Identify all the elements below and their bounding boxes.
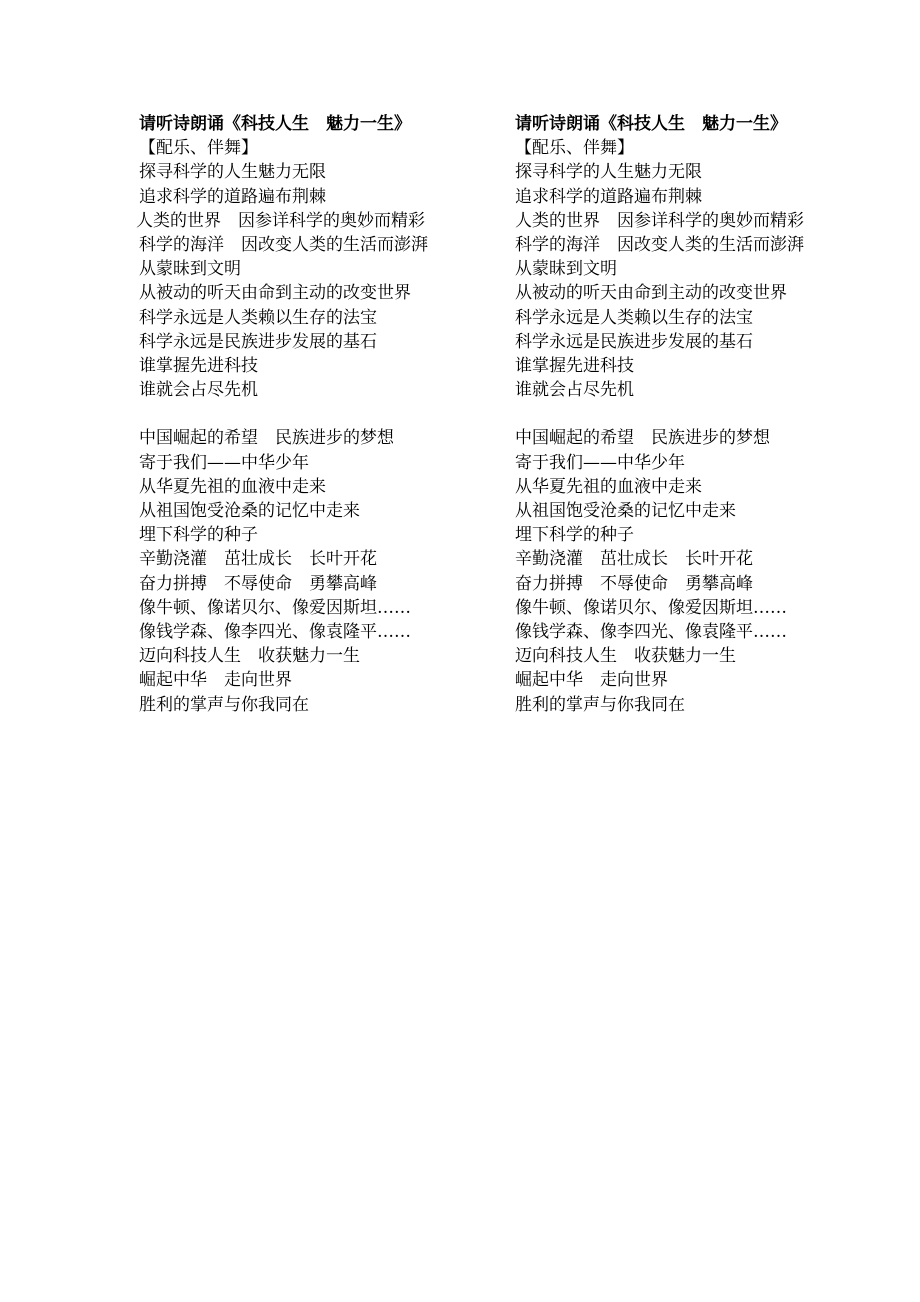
poem-line: 中国崛起的希望 民族进步的梦想 — [515, 428, 770, 449]
poem-column-right — [515, 112, 875, 717]
poem-line: 追求科学的道路遍布荆棘 — [515, 186, 702, 207]
poem-line: 崛起中华 走向世界 — [515, 670, 668, 691]
poem-line: 谁掌握先进科技 — [515, 355, 634, 376]
poem-line: 崛起中华 走向世界 — [139, 670, 292, 691]
poem-line: 辛勤浇灌 茁壮成长 长叶开花 — [139, 549, 377, 570]
poem-line: 迈向科技人生 收获魅力一生 — [139, 646, 360, 667]
poem-line: 辛勤浇灌 茁壮成长 长叶开花 — [515, 549, 753, 570]
poem-line: 从华夏先祖的血液中走来 — [515, 476, 702, 497]
poem-title: 请听诗朗诵《科技人生 魅力一生》 — [515, 114, 787, 134]
poem-line: 从蒙昧到文明 — [515, 259, 617, 280]
poem-line: 从被动的听天由命到主动的改变世界 — [515, 283, 787, 304]
poem-line: 科学永远是民族进步发展的基石 — [515, 331, 753, 352]
poem-line: 像钱学森、像李四光、像袁隆平…… — [139, 621, 411, 642]
poem-line: 谁就会占尽先机 — [139, 380, 258, 401]
poem-line: 从蒙昧到文明 — [139, 259, 241, 280]
poem-line: 像牛顿、像诺贝尔、像爱因斯坦…… — [139, 597, 411, 618]
stanza-break — [515, 402, 875, 426]
poem-line: 探寻科学的人生魅力无限 — [515, 162, 702, 183]
poem-line: 科学的海洋 因改变人类的生活而澎湃 — [139, 234, 428, 255]
poem-line: 埋下科学的种子 — [139, 525, 258, 546]
poem-line: 埋下科学的种子 — [515, 525, 634, 546]
poem-line: 科学永远是人类赖以生存的法宝 — [139, 307, 377, 328]
poem-line: 胜利的掌声与你我同在 — [139, 694, 309, 715]
poem-line: 科学永远是民族进步发展的基石 — [139, 331, 377, 352]
poem-line: 从被动的听天由命到主动的改变世界 — [139, 283, 411, 304]
poem-line: 从华夏先祖的血液中走来 — [139, 476, 326, 497]
poem-line: 寄于我们——中华少年 — [515, 452, 685, 473]
poem-line: 人类的世界 因参详科学的奥妙而精彩 — [136, 210, 425, 231]
poem-line: 寄于我们——中华少年 — [139, 452, 309, 473]
poem-line: 从祖国饱受沧桑的记忆中走来 — [139, 501, 360, 521]
poem-note: 【配乐、伴舞】 — [515, 138, 634, 159]
stanza-break — [139, 402, 499, 426]
poem-line: 追求科学的道路遍布荆棘 — [139, 186, 326, 207]
poem-line: 中国崛起的希望 民族进步的梦想 — [139, 428, 394, 449]
poem-line: 像牛顿、像诺贝尔、像爱因斯坦…… — [515, 597, 787, 618]
poem-line: 奋力拼搏 不辱使命 勇攀高峰 — [139, 573, 377, 594]
poem-line: 胜利的掌声与你我同在 — [515, 694, 685, 715]
poem-line: 科学的海洋 因改变人类的生活而澎湃 — [515, 234, 804, 255]
poem-line: 探寻科学的人生魅力无限 — [139, 162, 326, 183]
poem-line: 人类的世界 因参详科学的奥妙而精彩 — [515, 210, 804, 231]
poem-line: 科学永远是人类赖以生存的法宝 — [515, 307, 753, 328]
poem-line: 谁就会占尽先机 — [515, 380, 634, 401]
poem-title: 请听诗朗诵《科技人生 魅力一生》 — [139, 114, 411, 134]
poem-line: 迈向科技人生 收获魅力一生 — [515, 646, 736, 667]
poem-column-left — [136, 112, 499, 717]
poem-line: 谁掌握先进科技 — [139, 355, 258, 376]
poem-note: 【配乐、伴舞】 — [139, 138, 258, 159]
poem-line: 从祖国饱受沧桑的记忆中走来 — [515, 501, 736, 521]
poem-line: 奋力拼搏 不辱使命 勇攀高峰 — [515, 573, 753, 594]
poem-line: 像钱学森、像李四光、像袁隆平…… — [515, 621, 787, 642]
